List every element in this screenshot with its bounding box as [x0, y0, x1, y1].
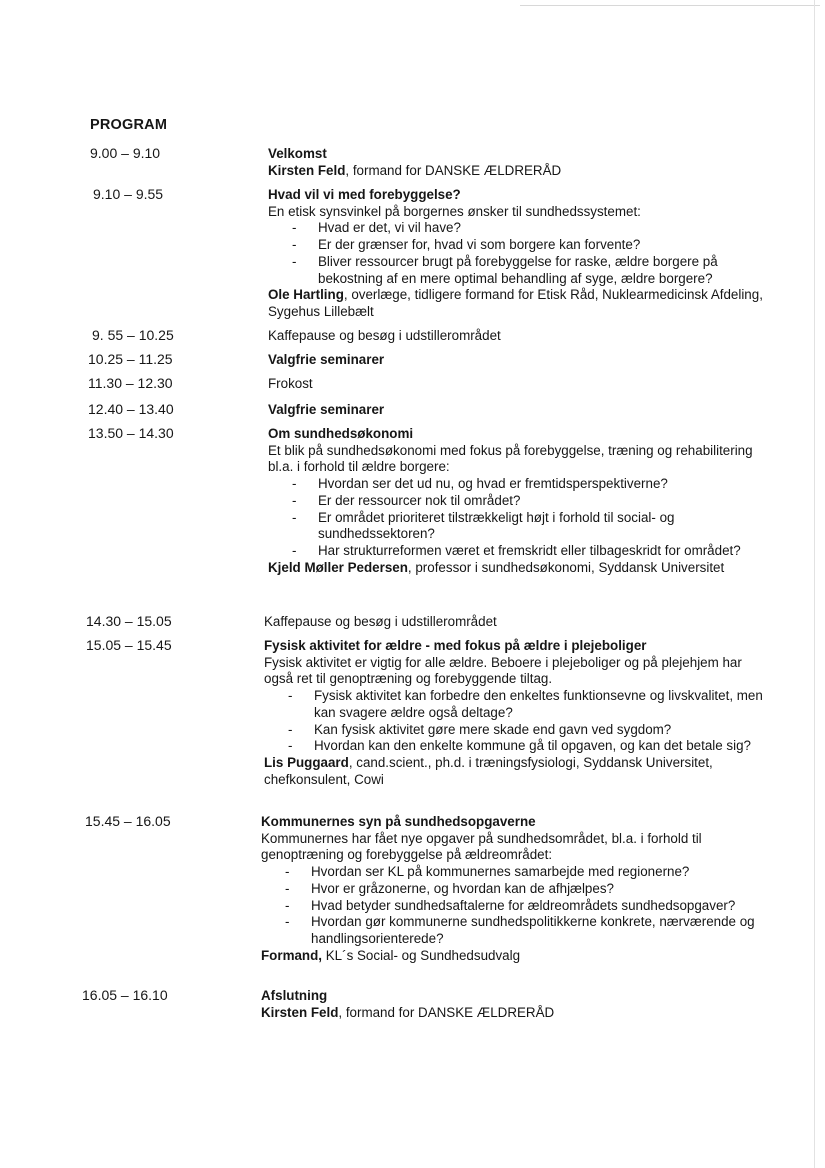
- entry-text: Kaffepause og besøg i udstillerområdet: [264, 614, 497, 629]
- speaker-name: Formand,: [261, 947, 323, 963]
- speaker-name: Lis Puggaard: [264, 754, 349, 770]
- entry-title: Om sundhedsøkonomi: [268, 426, 414, 441]
- bullet-list: [261, 864, 761, 948]
- speaker-role: , formand for DANSKE ÆLDRERÅD: [338, 1004, 555, 1020]
- bullet-item: - Hvad betyder sundhedsaftalerne for ældreområdets sundhedsopgaver?: [285, 898, 761, 915]
- speaker-name: Ole Hartling: [268, 287, 344, 303]
- entry-title: Valgfrie seminarer: [268, 402, 385, 417]
- speaker-name: Kirsten Feld: [268, 162, 346, 178]
- entry-intro: En etisk synsvinkel på borgernes ønsker til sundhedssystemet:: [268, 203, 641, 219]
- entry-title: Fysisk aktivitet for ældre - med fokus på ældre i plejeboliger: [264, 638, 647, 653]
- speaker-role: , overlæge, tidligere formand for Etisk Råd, Nuklearmedicinsk Afdeling, Sygehus Lillebælt: [268, 287, 763, 319]
- entry-content: [268, 426, 768, 576]
- entry-content: [268, 352, 768, 369]
- entry-speaker: [261, 948, 761, 965]
- entry-speaker: [264, 755, 774, 788]
- entry-title: Velkomst: [268, 146, 327, 161]
- entry-content: [264, 638, 774, 788]
- entry-content: [268, 328, 768, 345]
- entry-time: 9. 55 – 10.25: [92, 327, 174, 343]
- speaker-role: , cand.scient., ph.d. i træningsfysiologi, Syddansk Universitet, chefkonsulent, Cowi: [264, 754, 713, 787]
- entry-content: [261, 814, 761, 964]
- entry-content: [264, 614, 764, 631]
- entry-intro: Kommunernes har fået nye opgaver på sundhedsområdet, bl.a. i forhold til genoptræning og forebyggelse på ældreområdet:: [261, 830, 702, 863]
- bullet-item: - Hvordan gør kommunerne sundhedspolitikkerne konkrete, nærværende og handlingsorienterede?: [285, 914, 761, 947]
- bullet-item: - Er der ressourcer nok til området?: [292, 493, 768, 510]
- entry-title: Valgfrie seminarer: [268, 352, 385, 367]
- entry-time: 9.00 – 9.10: [90, 145, 161, 161]
- entry-time: 11.30 – 12.30: [88, 375, 173, 391]
- entry-content: [268, 376, 768, 393]
- page-title: PROGRAM: [90, 117, 168, 133]
- entry-time: 12.40 – 13.40: [88, 401, 174, 417]
- entry-content: [261, 988, 761, 1021]
- entry-time: 9.10 – 9.55: [93, 186, 164, 202]
- entry-speaker: [261, 1005, 761, 1022]
- bullet-item: - Hvordan ser det ud nu, og hvad er fremtidsperspektiverne?: [292, 476, 768, 493]
- entry-content: [268, 402, 768, 419]
- speaker-name: Kjeld Møller Pedersen: [268, 559, 408, 575]
- speaker-name: Kirsten Feld: [261, 1004, 339, 1020]
- entry-time: 15.05 – 15.45: [86, 637, 172, 653]
- bullet-list: [268, 476, 768, 560]
- bullet-item: - Er området prioriteret tilstrækkeligt højt i forhold til social- og sundhedssektoren?: [292, 510, 768, 543]
- entry-time: 14.30 – 15.05: [86, 613, 172, 629]
- entry-content: [268, 187, 768, 321]
- bullet-item: - Har strukturreformen været et fremskridt eller tilbageskridt for området?: [292, 543, 768, 560]
- entry-text: Frokost: [268, 376, 313, 391]
- bullet-item: - Hvad er det, vi vil have?: [292, 220, 768, 237]
- entry-title: Hvad vil vi med forebyggelse?: [268, 187, 461, 202]
- bullet-item: - Er der grænser for, hvad vi som borgere kan forvente?: [292, 237, 768, 254]
- speaker-role: KL´s Social- og Sundhedsudvalg: [322, 947, 521, 963]
- bullet-item: - Hvordan ser KL på kommunernes samarbejde med regionerne?: [285, 864, 761, 881]
- entry-time: 15.45 – 16.05: [85, 813, 171, 829]
- bullet-item: - Kan fysisk aktivitet gøre mere skade end gavn ved sygdom?: [288, 722, 774, 739]
- bullet-item: - Bliver ressourcer brugt på forebyggelse for raske, ældre borgere på bekostning af en mere optimal behandling af syge, ældre borgere?: [292, 254, 768, 287]
- entry-speaker: [268, 163, 768, 180]
- entry-title: Kommunernes syn på sundhedsopgaverne: [261, 814, 536, 829]
- entry-time: 13.50 – 14.30: [88, 425, 174, 441]
- bullet-item: - Hvor er gråzonerne, og hvordan kan de afhjælpes?: [285, 881, 761, 898]
- entry-text: Kaffepause og besøg i udstillerområdet: [268, 328, 501, 343]
- entry-speaker: [268, 560, 768, 577]
- entry-speaker: [268, 287, 768, 320]
- entry-time: 16.05 – 16.10: [82, 987, 168, 1003]
- bullet-item: - Hvordan kan den enkelte kommune gå til opgaven, og kan det betale sig?: [288, 738, 774, 755]
- entry-content: [268, 146, 768, 179]
- bullet-item: - Fysisk aktivitet kan forbedre den enkeltes funktionsevne og livskvalitet, men kan svagere ældre også deltage?: [288, 688, 774, 721]
- speaker-role: , professor i sundhedsøkonomi, Syddansk Universitet: [407, 559, 725, 575]
- bullet-list: [264, 688, 774, 755]
- scan-edge-right: [814, 0, 815, 1168]
- speaker-role: , formand for DANSKE ÆLDRERÅD: [345, 162, 562, 178]
- bullet-list: [268, 220, 768, 287]
- entry-intro: Fysisk aktivitet er vigtig for alle ældre. Beboere i plejeboliger og på plejehjem har også ret til genoptræning og forebyggende tiltag.: [264, 654, 742, 687]
- entry-intro: Et blik på sundhedsøkonomi med fokus på forebyggelse, træning og rehabilitering bl.a. i forhold til ældre borgere:: [268, 442, 753, 475]
- scan-edge-top: [520, 5, 820, 6]
- entry-time: 10.25 – 11.25: [88, 351, 173, 367]
- entry-title: Afslutning: [261, 988, 328, 1003]
